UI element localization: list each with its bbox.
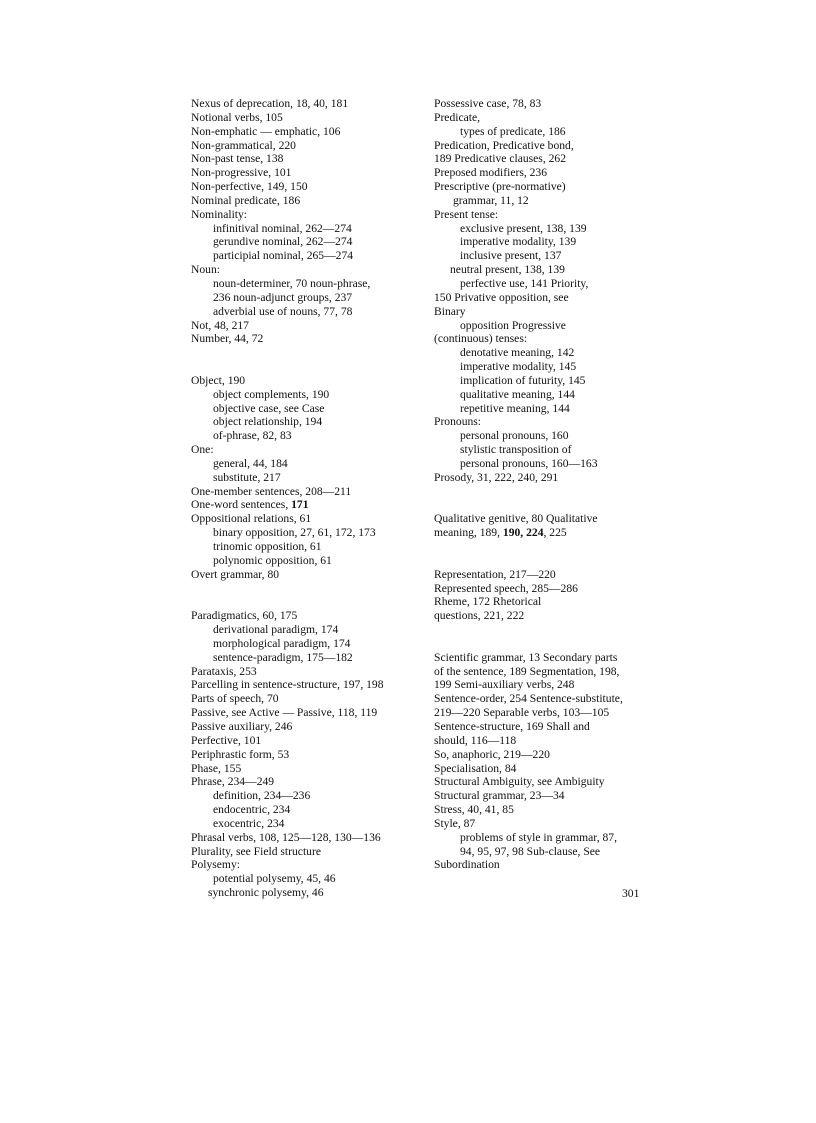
index-column-right [434, 97, 644, 872]
index-subentry [191, 789, 406, 803]
index-subentry [191, 291, 406, 305]
entry-text: 94, 95, 97, 98 Sub-clause, See [460, 844, 601, 858]
index-entry [434, 152, 644, 166]
index-entry [191, 734, 406, 748]
index-subentry [434, 402, 644, 416]
entry-text: One: [191, 443, 214, 457]
index-subentry [434, 457, 644, 471]
index-entry [191, 194, 406, 208]
index-entry [434, 665, 644, 679]
index-subentry [191, 540, 406, 554]
index-subentry [191, 388, 406, 402]
entry-text: polynomic opposition, 61 [213, 553, 332, 567]
entry-text: Possessive case, 78, 83 [434, 97, 542, 110]
entry-text: objective case, see Case [213, 401, 325, 415]
index-column-left [191, 97, 406, 900]
entry-text: One-member sentences, 208—211 [191, 484, 352, 498]
entry-text: Non-progressive, 101 [191, 166, 292, 180]
index-subentry [434, 443, 644, 457]
index-subentry [434, 831, 644, 845]
index-entry [191, 180, 406, 194]
entry-text: Structural Ambiguity, see Ambiguity [434, 775, 605, 789]
blank-line [434, 554, 644, 568]
index-entry [434, 720, 644, 734]
entry-text: Oppositional relations, 61 [191, 512, 312, 526]
index-entry [434, 817, 644, 831]
index-entry [434, 291, 644, 305]
index-entry [191, 485, 406, 499]
entry-text: Pronouns: [434, 415, 482, 429]
entry-text: Polysemy: [191, 858, 240, 872]
index-subentry [191, 235, 406, 249]
entry-text: 236 noun-adjunct groups, 237 [213, 290, 353, 304]
index-subentry [191, 471, 406, 485]
index-entry [434, 748, 644, 762]
entry-text: questions, 221, 222 [434, 609, 525, 623]
entry-text: neutral present, 138, 139 [450, 263, 565, 277]
entry-text: stylistic transposition of [460, 443, 572, 457]
entry-text: Specialisation, 84 [434, 761, 517, 775]
index-entry [191, 374, 406, 388]
index-subentry [434, 125, 644, 139]
entry-text: Rheme, 172 Rhetorical [434, 595, 542, 609]
entry-text: imperative modality, 139 [460, 235, 577, 249]
blank-line [434, 540, 644, 554]
index-subentry [434, 346, 644, 360]
entry-text: Sentence-order, 254 Sentence-substitute, [434, 692, 623, 706]
index-entry [191, 678, 406, 692]
index-entry [434, 305, 644, 319]
blank-line [191, 360, 406, 374]
entry-text: qualitative meaning, 144 [460, 387, 575, 401]
entry-text: synchronic polysemy, 46 [208, 886, 324, 900]
index-subentry [191, 623, 406, 637]
entry-text-after: , 225 [543, 526, 567, 540]
entry-text: exocentric, 234 [213, 816, 285, 830]
index-entry [191, 845, 406, 859]
entry-text: general, 44, 184 [213, 456, 288, 470]
index-subentry [191, 415, 406, 429]
entry-text: of the sentence, 189 Segmentation, 198, [434, 664, 620, 678]
entry-text: object relationship, 194 [213, 415, 323, 429]
entry-text: Not, 48, 217 [191, 318, 249, 332]
index-entry [434, 97, 644, 111]
entry-text: trinomic opposition, 61 [213, 540, 322, 553]
entry-text: morphological paradigm, 174 [213, 636, 351, 650]
index-subentry [434, 249, 644, 263]
entry-text: object complements, 190 [213, 387, 330, 401]
index-entry [434, 332, 644, 346]
index-entry [434, 111, 644, 125]
entry-text: denotative meaning, 142 [460, 346, 575, 360]
index-entry [191, 706, 406, 720]
index-entry [191, 665, 406, 679]
entry-text: opposition Progressive [460, 318, 566, 332]
blank-line [434, 485, 644, 499]
entry-text: Parcelling in sentence-structure, 197, 198 [191, 678, 384, 692]
entry-text: Non-past tense, 138 [191, 152, 284, 166]
entry-text: Number, 44, 72 [191, 332, 264, 346]
entry-text: sentence-paradigm, 175—182 [213, 650, 353, 664]
entry-text: grammar, 11, 12 [453, 193, 529, 207]
entry-text: noun-determiner, 70 noun-phrase, [213, 276, 371, 290]
entry-text: Plurality, see Field structure [191, 844, 321, 858]
entry-text: Binary [434, 304, 466, 318]
index-subentry [191, 402, 406, 416]
entry-text: Represented speech, 285—286 [434, 581, 578, 595]
entry-bold-page: 190, 224 [502, 526, 544, 540]
entry-text: One-word sentences, [191, 498, 292, 512]
entry-text: exclusive present, 138, 139 [460, 221, 587, 235]
index-subentry [191, 872, 406, 886]
entry-text: Passive auxiliary, 246 [191, 719, 293, 733]
index-subentry [434, 845, 644, 859]
entry-text: Phase, 155 [191, 761, 242, 775]
index-entry [191, 111, 406, 125]
entry-text: Passive, see Active — Passive, 118, 119 [191, 706, 378, 720]
index-subentry [191, 651, 406, 665]
index-entry [434, 789, 644, 803]
entry-text: infinitival nominal, 262—274 [213, 221, 352, 235]
index-entry [434, 526, 644, 540]
entry-text: So, anaphoric, 219—220 [434, 747, 550, 761]
index-entry [434, 512, 644, 526]
index-subentry [434, 319, 644, 333]
entry-text: Prescriptive (pre-normative) [434, 180, 566, 194]
entry-text: Predicate, [434, 110, 481, 124]
index-entry [191, 858, 406, 872]
index-subentry [434, 388, 644, 402]
index-entry [191, 748, 406, 762]
index-entry [434, 568, 644, 582]
entry-text: Stress, 40, 41, 85 [434, 803, 514, 817]
entry-text: Parataxis, 253 [191, 664, 257, 678]
index-entry [191, 443, 406, 457]
index-entry [434, 651, 644, 665]
entry-text: 189 Predicative clauses, 262 [434, 152, 567, 166]
entry-text: implication of futurity, 145 [460, 373, 586, 387]
entry-text: Noun: [191, 263, 220, 277]
index-entry [434, 415, 644, 429]
entry-text: 219—220 Separable verbs, 103—105 [434, 706, 610, 720]
index-entry [434, 803, 644, 817]
index-subentry [434, 277, 644, 291]
entry-text: Sentence-structure, 169 Shall and [434, 719, 590, 733]
entry-text: binary opposition, 27, 61, 172, 173 [213, 526, 376, 540]
index-subentry [191, 305, 406, 319]
entry-text: Parts of speech, 70 [191, 692, 279, 706]
entry-text: (continuous) tenses: [434, 332, 528, 346]
entry-text: Scientific grammar, 13 Secondary parts [434, 650, 618, 664]
index-entry [191, 166, 406, 180]
entry-text: meaning, 189, [434, 526, 503, 540]
index-entry [191, 332, 406, 346]
entry-text: Non-perfective, 149, 150 [191, 180, 308, 194]
page-number: 301 [622, 887, 640, 900]
index-entry [434, 858, 644, 872]
index-entry [434, 166, 644, 180]
index-subentry [191, 803, 406, 817]
index-subentry [191, 554, 406, 568]
index-entry [434, 609, 644, 623]
index-entry [434, 180, 644, 194]
index-subentry [191, 526, 406, 540]
index-subentry [434, 360, 644, 374]
blank-line [191, 346, 406, 360]
index-entry [434, 734, 644, 748]
index-entry [434, 762, 644, 776]
entry-text: substitute, 217 [213, 470, 281, 484]
index-entry [434, 706, 644, 720]
index-subentry [434, 222, 644, 236]
blank-line [434, 637, 644, 651]
index-subentry [191, 817, 406, 831]
index-subentry [191, 249, 406, 263]
index-entry [191, 152, 406, 166]
index-subentry [191, 457, 406, 471]
index-entry [191, 762, 406, 776]
index-subentry [434, 194, 644, 208]
index-entry [434, 582, 644, 596]
index-entry [191, 208, 406, 222]
entry-text: potential polysemy, 45, 46 [213, 872, 336, 886]
entry-text: Subordination [434, 858, 500, 872]
entry-text: Phrasal verbs, 108, 125—128, 130—136 [191, 830, 381, 844]
index-entry [434, 775, 644, 789]
index-entry [191, 775, 406, 789]
entry-text: Non-emphatic — emphatic, 106 [191, 124, 341, 138]
entry-text: 199 Semi-auxiliary verbs, 248 [434, 678, 575, 692]
entry-text: gerundive nominal, 262—274 [213, 235, 353, 249]
entry-text: inclusive present, 137 [460, 249, 562, 263]
entry-text: 150 Privative opposition, see [434, 290, 569, 304]
entry-text: repetitive meaning, 144 [460, 401, 570, 415]
index-subentry [191, 277, 406, 291]
entry-text: types of predicate, 186 [460, 124, 566, 138]
index-entry [191, 263, 406, 277]
index-entry [191, 692, 406, 706]
entry-text: personal pronouns, 160 [460, 429, 569, 443]
entry-text: should, 116—118 [434, 733, 517, 747]
entry-text: Representation, 217—220 [434, 567, 556, 581]
index-entry [191, 568, 406, 582]
index-subentry [434, 429, 644, 443]
entry-text: Style, 87 [434, 816, 476, 830]
entry-bold-page: 171 [291, 498, 309, 512]
entry-text: of-phrase, 82, 83 [213, 429, 292, 443]
index-entry [191, 609, 406, 623]
entry-text: Nexus of deprecation, 18, 40, 181 [191, 97, 349, 110]
index-subentry [191, 886, 406, 900]
entry-text: endocentric, 234 [213, 803, 291, 817]
blank-line [191, 582, 406, 596]
index-subentry [434, 263, 644, 277]
index-entry [191, 319, 406, 333]
index-entry [191, 720, 406, 734]
blank-line [434, 498, 644, 512]
index-subentry [191, 637, 406, 651]
entry-text: Phrase, 234—249 [191, 775, 275, 789]
entry-text: Structural grammar, 23—34 [434, 789, 565, 803]
entry-text: problems of style in grammar, 87, [460, 830, 617, 844]
index-subentry [434, 374, 644, 388]
index-entry [434, 471, 644, 485]
index-entry [191, 139, 406, 153]
entry-text: Object, 190 [191, 373, 246, 387]
entry-text: Non-grammatical, 220 [191, 138, 296, 152]
entry-text: Nominal predicate, 186 [191, 193, 301, 207]
entry-text: derivational paradigm, 174 [213, 623, 339, 637]
entry-text: Prosody, 31, 222, 240, 291 [434, 470, 559, 484]
entry-text: personal pronouns, 160—163 [460, 456, 598, 470]
index-entry [191, 512, 406, 526]
index-entry [434, 595, 644, 609]
blank-line [191, 595, 406, 609]
blank-line [434, 623, 644, 637]
index-entry [191, 97, 406, 111]
index-entry [191, 831, 406, 845]
entry-text: Predication, Predicative bond, [434, 138, 574, 152]
entry-text: Overt grammar, 80 [191, 567, 280, 581]
entry-text: imperative modality, 145 [460, 360, 577, 374]
index-entry [191, 125, 406, 139]
index-entry [434, 139, 644, 153]
entry-text: definition, 234—236 [213, 789, 311, 803]
entry-text: Nominality: [191, 207, 248, 221]
index-entry [434, 692, 644, 706]
index-entry [191, 498, 406, 512]
entry-text: participial nominal, 265—274 [213, 249, 354, 263]
entry-text: Preposed modifiers, 236 [434, 166, 548, 180]
entry-text: perfective use, 141 Priority, [460, 276, 589, 290]
entry-text: adverbial use of nouns, 77, 78 [213, 304, 353, 318]
entry-text: Qualitative genitive, 80 Qualitative [434, 512, 598, 526]
entry-text: Notional verbs, 105 [191, 110, 283, 124]
index-subentry [191, 429, 406, 443]
entry-text: Present tense: [434, 207, 499, 221]
index-entry [434, 678, 644, 692]
entry-text: Perfective, 101 [191, 733, 262, 747]
index-subentry [434, 235, 644, 249]
entry-text: Periphrastic form, 53 [191, 747, 290, 761]
index-subentry [191, 222, 406, 236]
index-entry [434, 208, 644, 222]
entry-text: Paradigmatics, 60, 175 [191, 609, 298, 623]
